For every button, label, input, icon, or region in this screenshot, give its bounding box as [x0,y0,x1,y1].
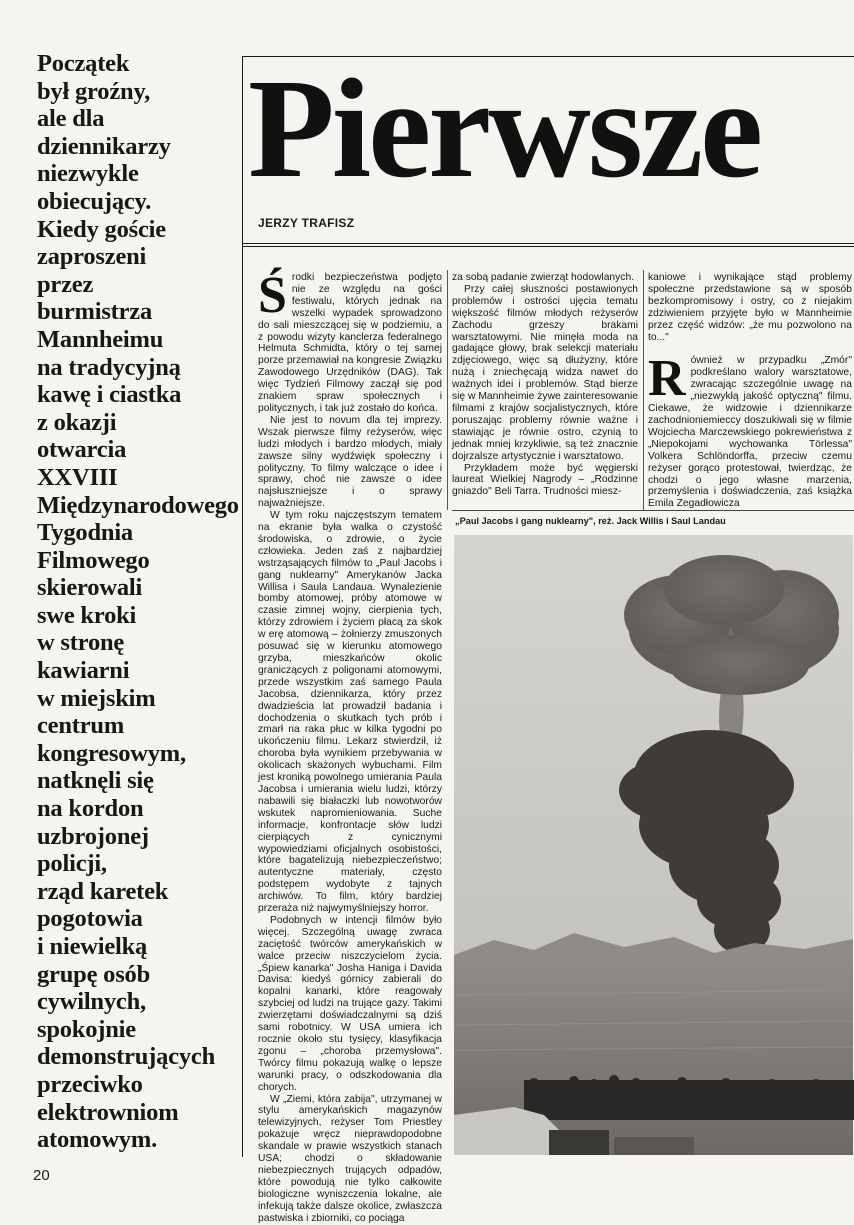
lede-line: ale dla [37,105,105,133]
lede-line: otwarcia [37,436,127,464]
paragraph: W „Ziemi, która zabija", utrzymanej w stylu amerykańskich magazynów telewizyjnych, reżyser Tom Priestley pokazuje wręcz nieprawdopodobne skandale w prawie wszystkich stanach USA; chodzi o składowanie niebezpiecznych trujących odpadów, które powodują nie tylko całkowite biologiczne wyniszczenia lokalne, ale infekują także dalsze okolice, zwłaszcza pastwiska i zbiorniki, co pociąga [258,1093,442,1224]
lede-line: swe kroki [37,601,137,629]
lede-line: na tradycyjną [37,353,181,381]
lede-line: Mannheimu [37,325,164,353]
lede-line: niezwykle [37,160,139,188]
paragraph: Przy całej słuszności postawionych problemów i ostrości ujęcia tematu większość filmów młodych reżyserów Zachodu grzeszy brakami warsztatowymi. Nie minęła moda na gadające głowy, brak selekcji materiału zdjęciowego, więc są dłużyzny, które nużą i zniechęcają widza nawet do ważnych idei i problemów. Stąd bierze się w Mannheimie żywe zainteresowanie filmami z krajów socjalistycznych, które poruszając problemy równie ważne i stawiając je równie ostro, czynią to jednak mniej krzykliwie, są też znacznie dojrzalsze artystycznie i warsztatowo. [452,283,639,462]
lede-line: cywilnych, [37,988,146,1016]
lede-line: na kordon [37,795,144,823]
lede-line: demonstrujących [37,1043,216,1071]
lede-pull-quote [37,50,242,1154]
lede-line: grupę osób [37,960,151,988]
title-bottom-rule [242,243,854,244]
lede-line: uzbrojonej [37,822,149,850]
lede-line: zaproszeni [37,243,147,271]
paragraph: kaniowe i wynikające stąd problemy społeczne przedstawione są w sposób bezkompromisowy i ostry, co z niejakim zdziwieniem przyjęte było w Mannheimie przez część widzów: „że mu pozwolono na to..." [648,272,852,343]
lede-line: w stronę [37,629,125,657]
photo-caption: „Paul Jacobs i gang nuklearny", reż. Jack Willis i Saul Landau [455,516,726,526]
lede-line: policji, [37,850,107,878]
lede-line: kawę i ciastka [37,381,182,409]
paragraph: Przykładem może być węgierski laureat Wielkiej Nagrody – „Rodzinne gniazdo" Beli Tarra. Trudności miesz- [452,462,638,498]
lede-line: XXVIII [37,463,118,491]
lede-line: przez [37,270,94,298]
paragraph: W tym roku najczęstszym tematem na ekranie była walka o czystość środowiska, o zdrowie, o życie człowieka. Jeden zaś z najbardziej wstrząsających filmów to „Paul Jacobs i gang nuklearny" Amerykanów Jacka Willisa i Saula Landaua. Wynalezienie bomby atomowej, próby atomowe w czasie zimnej wojny, cierpienia tych, którzy zdrowiem i życiem płacą za skok w erę atomową – żołnierzy zmuszonych posuwać się w kierunku atomowego grzyba, mieszkańców okolic graniczących z poligonami atomowymi, przede wszystkim zaś samego Paula Jacobsa, dziennikarza, który przez dwadzieścia lat prowadził badania i dochodzenia o skutkach tych prób i zmarł na raka płuc w kilka tygodni po ukończeniu filmu. Lekarz stwierdził, iż choroba była wynikiem przebywania w okolicach skażonych wybuchami. Film jest kroniką powolnego umierania Paula Jacobsa i umierania wielu ludzi, którzy nabawili się białaczki lub nowotworów wskutek napromieniowania. Suche informacje, konfrontacje słów ludzi cierpiących z cynicznymi wypowiedziami oficjalnych osobistości, które bagatelizują niebezpieczeństwo; autentyczne materiały, często podstępem wydobyte z tajnych archiwów. To film, który bardziej przeraża niż najwymyślniejszy horror. [258,510,442,915]
lede-line: rząd karetek [37,877,169,905]
lede-line: spokojnie [37,1015,136,1043]
title-bottom-rule-2 [242,246,854,247]
lede-line: atomowym. [37,1126,157,1154]
column-divider [643,270,644,510]
lede-line: Tygodnia [37,519,133,547]
paragraph: Nie jest to novum dla tej imprezy. Wszak pierwsze filmy reżyserów, więc ludzi młodych i bardzo młodych, miały zawsze silny wydźwięk społeczny i polityczny. To filmy walczące o idee i sprawy, choć nie zawsze o idee najsłuszniejsze i o sprawy najważniejsze. [258,414,442,510]
lede-line: i niewielką [37,933,148,960]
lede-line: centrum [37,712,125,740]
body-column-2 [452,272,638,508]
author-byline: JERZY TRAFISZ [258,216,355,230]
lede-line: burmistrza [37,298,153,326]
drop-cap: Ś [258,267,287,324]
lede-line: z okazji [37,408,117,436]
lede-line: dziennikarzy [37,132,171,160]
lede-line: natknęli się [37,767,154,795]
paragraph: rodki bezpieczeństwa podjęto nie ze względu na gości festiwalu, których jednak na wszelki wypadek sprowadzono do sali mieszczącej się w podziemiu, a z powodu wizyty kanclerza federalnego Helmuta Schmidta, który o tej samej porze przemawiał na kongresie Związku Zawodowego Urzędników (DAG). Tak więc Tydzień Filmowy zaczął się pod znakiem spraw społecznych i politycznych, i tak już zostało do końca. [258,272,442,414]
paragraph: Podobnych w intencji filmów było więcej. Szczególną uwagę zwraca zaciętość twórców amerykańskich w walce przeciw niszczycielom życia. „Śpiew kanarka" Josha Haniga i Davida Davisa: kiedyś górnicy zabierali do kopalni kanarki, które reagowały szybciej od ludzi na trujące gazy. Takimi zwierzętami doświadczalnymi są dziś sami robotnicy. W USA umiera ich rocznie około stu tysięcy, klasyfikacja zgonu – „choroba przemysłowa". Twórcy filmu pokazują walkę o lepsze warunki pracy, o odszkodowania dla chorych. [258,914,442,1093]
mushroom-cloud-photo [454,535,853,1155]
paragraph: ównież w przypadku „Zmór" podkreślano walory warsztatowe, zwracając szczególnie uwagę na „niezwykłą jakość optyczną" filmu. Ciekawe, że widzowie i dziennikarze zachodnioniemieccy doszukiwali się w filmie Wojciecha Marczewskiego pokrewieństwa z „Niepokojami wychowanka Törlessa" Volkera Schlöndorffa, przeciw czemu reżyser gorąco protestował, twierdząc, że chodzi o jego własne marzenia, przemyślenia i doświadczenia, zaś książka Emila Zegadłowicza [648,355,852,510]
lede-line: kawiarni [37,657,130,685]
lede-line: skierowali [37,574,143,602]
drop-cap: R [648,350,686,408]
lede-line: Kiedy goście [37,215,166,243]
caption-rule [452,510,854,511]
lede-line: był groźny, [37,77,151,105]
lede-line: w miejskim [37,684,156,712]
lede-line: elektrowniom [37,1098,179,1126]
page-number: 20 [33,1167,50,1184]
lede-line: Początek [37,50,130,77]
photo-illustration [454,535,853,1155]
paragraph: za sobą padanie zwierząt hodowlanych. [452,272,635,283]
lede-line: Filmowego [37,546,150,574]
body-column-3 [648,272,852,508]
lede-line: kongresowym, [37,739,186,767]
lede-line: przeciwko [37,1070,143,1098]
lede-line: Międzynarodowego [37,491,239,519]
vertical-rule-main [242,57,243,1157]
column-divider [447,270,448,510]
article-title: Pierwsze [248,49,761,207]
lede-line: pogotowia [37,905,143,933]
body-column-1 [258,267,442,1224]
lede-line: obiecujący. [37,187,152,215]
